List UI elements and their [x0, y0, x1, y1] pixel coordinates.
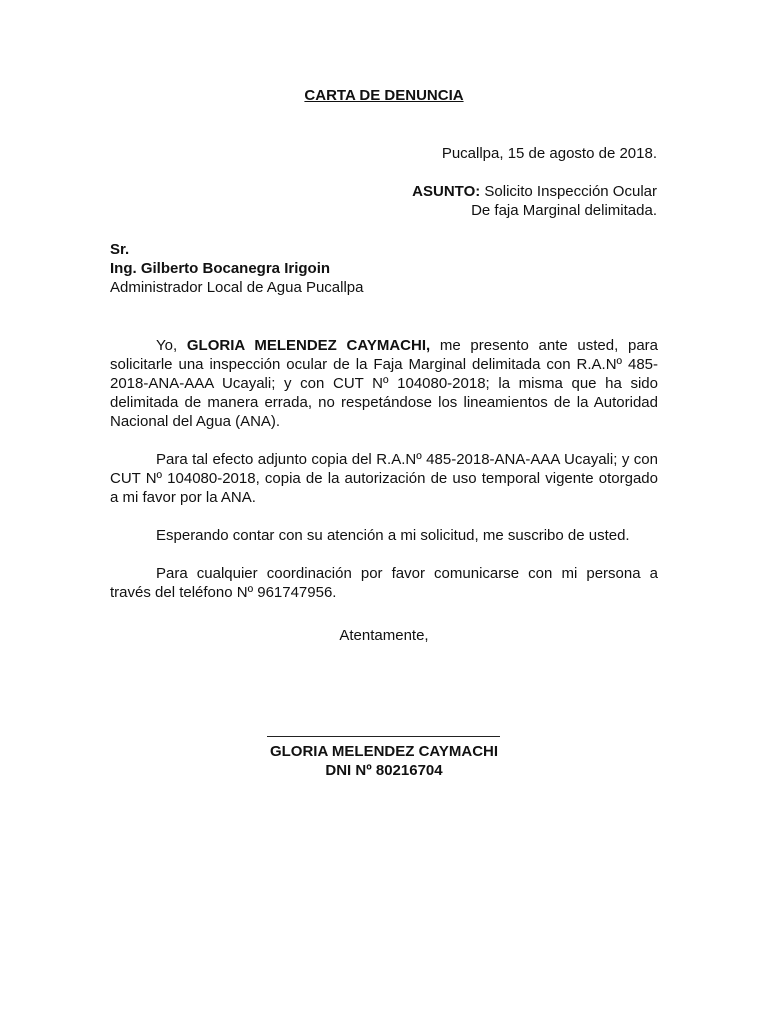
subject-text-1: Solicito Inspección Ocular [484, 183, 657, 200]
subject-text-2: De faja Marginal delimitada. [471, 202, 657, 219]
subject-label: ASUNTO: [412, 183, 481, 200]
subject-line-1 [412, 182, 657, 201]
closing-line: Atentamente, [339, 627, 429, 644]
letter-body [110, 336, 658, 621]
document-title: CARTA DE DENUNCIA [304, 87, 464, 104]
addressee-name: Ing. Gilberto Bocanegra Irigoin [110, 260, 331, 277]
paragraph-1-lead: Yo, [156, 337, 187, 354]
paragraph-4: Para cualquier coordinación por favor comunicarse con mi persona a través del teléfono Nº 961747956. [110, 565, 658, 601]
paragraph-1-name: GLORIA MELENDEZ CAYMACHI, [186, 337, 431, 354]
addressee-salutation: Sr. [110, 241, 130, 258]
signature-name: GLORIA MELENDEZ CAYMACHI [269, 743, 499, 760]
subject-block [412, 182, 657, 220]
addressee-block [110, 240, 364, 297]
paragraph-3: Esperando contar con su atención a mi solicitud, me suscribo de usted. [156, 527, 630, 544]
paragraph-1-rest: me presento ante usted, para solicitarle una inspección ocular de la Faja Marginal delimitada con R.A.Nº 485-2018-ANA-AAA Ucayali; y con CUT Nº 104080-2018; la misma que ha sido delimitada de manera errada, no respetándose los lineamientos de la Autoridad Nacional del Agua (ANA). [110, 337, 658, 430]
signature-id: DNI Nº 80216704 [325, 762, 443, 779]
signature-block [0, 742, 768, 780]
paragraph-2: Para tal efecto adjunto copia del R.A.Nº 485-2018-ANA-AAA Ucayali; y con CUT Nº 104080-2018, copia de la autorización de uso temporal vigente otorgado a mi favor por la ANA. [110, 451, 658, 506]
signature-line [267, 736, 500, 737]
addressee-position: Administrador Local de Agua Pucallpa [110, 279, 364, 296]
date-line: Pucallpa, 15 de agosto de 2018. [441, 145, 657, 162]
paragraph-1 [110, 336, 658, 431]
